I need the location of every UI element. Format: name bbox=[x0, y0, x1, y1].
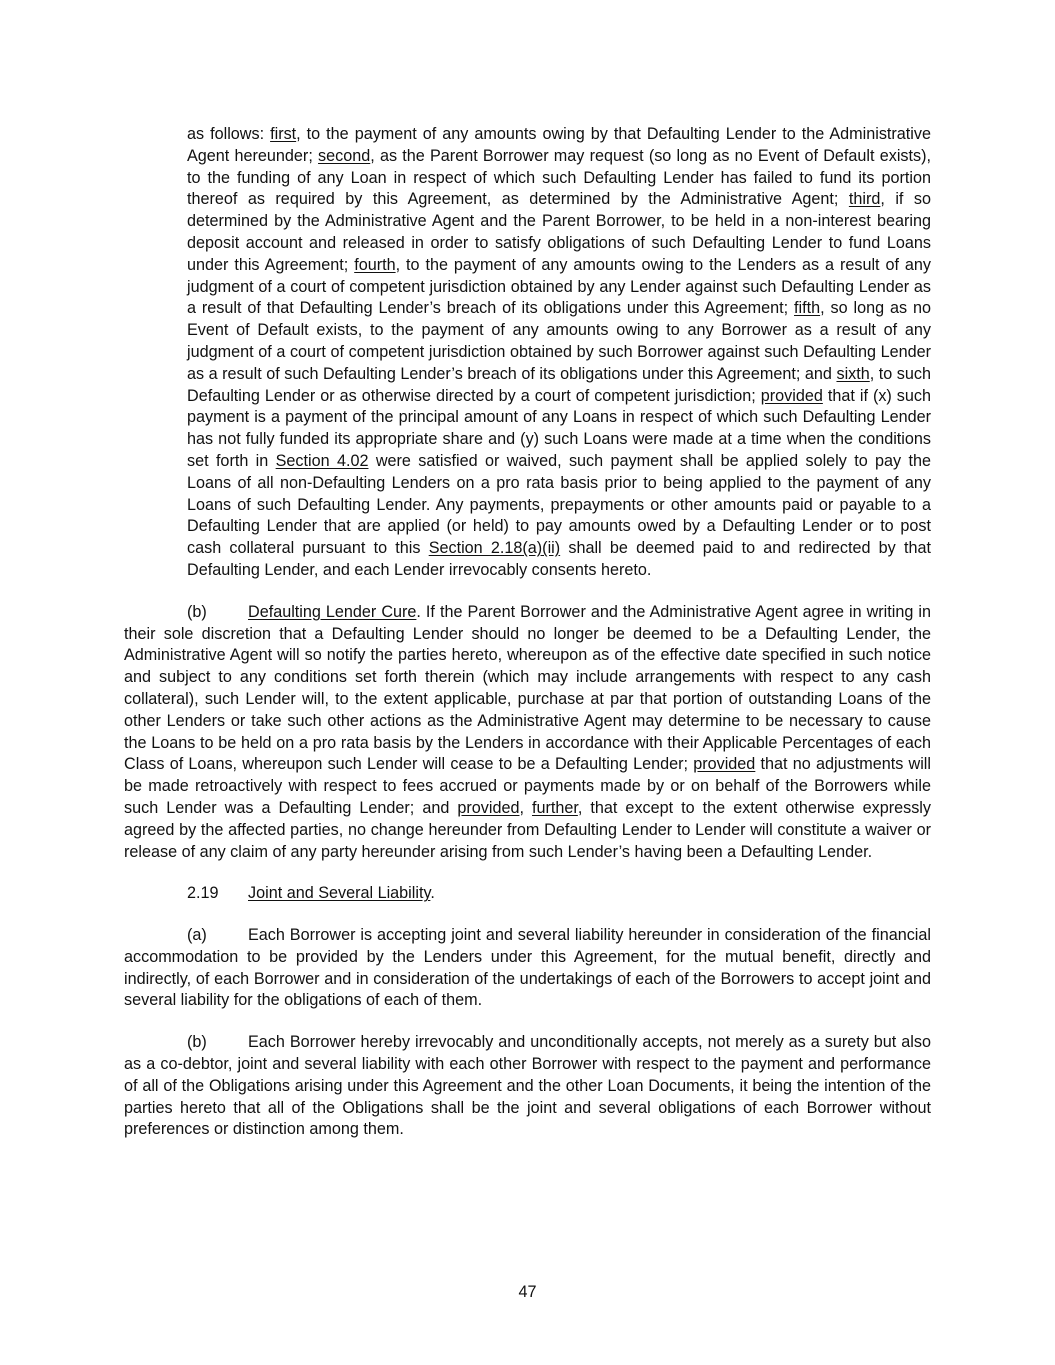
cross-reference-section-2-18-a-ii: Section 2.18(a)(ii) bbox=[428, 539, 561, 558]
paragraph-label: (a) bbox=[187, 926, 207, 945]
page-number: 47 bbox=[518, 1283, 537, 1301]
paragraph-text: , that except to the extent otherwise expressly agreed by the affected parties, no change hereunder from Defaulting Lender to Lender will constitute a waiver or release of any claim of any party hereunder arising from such Lender’s having been a Defaulting Lender. bbox=[124, 798, 932, 861]
cross-reference-section-4-02: Section 4.02 bbox=[275, 451, 369, 470]
paragraph-b bbox=[124, 1032, 931, 1141]
paragraph-text: that if (x) such payment is a payment of the principal amount of any Loans in respect of which such Defaulting Lender has not fully funded its appropriate share and (y) such Loans were made at a time when the conditions set forth in bbox=[187, 386, 932, 470]
term-provided: provided bbox=[457, 798, 520, 817]
term-fifth: fifth bbox=[794, 299, 821, 318]
paragraph-label: (b) bbox=[187, 602, 207, 621]
term-third: third bbox=[848, 190, 881, 209]
paragraph-text: . If the Parent Borrower and the Administrative Agent agree in writing in their sole discretion that a Defaulting Lender should no longer be deemed to be a Defaulting Lender, the Administrative Agent will so notify the parties hereto, whereupon as of the effective date specified in such notice and subject to any conditions set forth therein (which may include arrangements with respect to any cash collateral), such Lender will, to the extent applicable, purchase at par that portion of outstanding Loans of the other Lenders or take such other actions as the Administrative Agent may determine to be necessary to cause the Loans to be held on a pro rata basis by the Lenders in accordance with their Applicable Percentages of each Class of Loans, whereupon such Lender will cease to be a Defaulting Lender; bbox=[124, 602, 931, 774]
paragraph-text: as follows: bbox=[187, 125, 271, 143]
section-heading bbox=[124, 883, 931, 905]
section-number: 2.19 bbox=[187, 884, 219, 903]
paragraph-text: were satisfied or waived, such payment shall be applied solely to pay the Loans of all non-Defaulting Lenders on a pro rata basis prior to being applied to the payment of any Loans of such Defaulting Lender. Any payments, prepayments or other amounts paid or payable to a Defaulting Lender that are applied (or held) to pay amounts owed by a Defaulting Lender or to post cash collateral pursuant to this bbox=[187, 451, 931, 558]
continued-paragraph bbox=[187, 124, 931, 582]
document-body bbox=[124, 124, 931, 1141]
paragraph-text: shall be deemed paid to and redirected by that Defaulting Lender, and each Lender irrevocably consents hereto. bbox=[187, 539, 931, 579]
paragraph-text: , if so determined by the Administrative Agent and the Parent Borrower, to be held in a non-interest bearing deposit account and released in order to satisfy obligations of such Defaulting Lender to fund Loans under this Agreement; bbox=[187, 190, 931, 274]
term-second: second bbox=[318, 146, 371, 165]
defaulting-lender-cure-paragraph bbox=[124, 602, 931, 864]
term-further: further bbox=[532, 798, 578, 817]
paragraph-a bbox=[124, 925, 931, 1012]
term-provided: provided bbox=[693, 755, 756, 774]
paragraph-text: Each Borrower hereby irrevocably and unconditionally accepts, not merely as a surety but also as a co-debtor, joint and several liability with each other Borrower with respect to the payment and performance of all of the Obligations arising under this Agreement and the other Loan Documents, it being the intention of the parties hereto that all of the Obligations shall be the joint and several obligations of each Borrower without preferences or distinction among them. bbox=[124, 1033, 931, 1139]
paragraph-text: , to such Defaulting Lender or as otherwise directed by a court of competent jurisdiction; bbox=[187, 364, 931, 405]
term-first: first bbox=[270, 125, 297, 143]
section-title-period: . bbox=[430, 884, 435, 903]
paragraph-text: , to the payment of any amounts owing to the Lenders as a result of any judgment of a court of competent jurisdiction obtained by any Lender against such Defaulting Lender as a result of that Defaulting Lender’s breach of its obligations under this Agreement; bbox=[187, 255, 932, 318]
paragraph-text: , so long as no Event of Default exists, to the payment of any amounts owing to any Borrower as a result of any judgment of a court of competent jurisdiction obtained by such Borrower against such Defaulting Lender as a result of such Defaulting Lender’s breach of its obligations under this Agreement; and bbox=[187, 299, 931, 383]
paragraph-text: , as the Parent Borrower may request (so long as no Event of Default exists), to the funding of any Loan in respect of which such Defaulting Lender has failed to fund its portion thereof as required by this Agreement, as determined by the Administrative Agent; bbox=[187, 146, 931, 209]
term-sixth: sixth bbox=[836, 364, 870, 383]
section-title: Joint and Several Liability bbox=[248, 884, 431, 903]
paragraph-text: , to the payment of any amounts owing by that Defaulting Lender to the Administrative Agent hereunder; bbox=[187, 125, 931, 165]
paragraph-text: , bbox=[519, 798, 532, 817]
paragraph-text: that no adjustments will be made retroactively with respect to fees accrued or payments made by or on behalf of the Borrowers while such Lender was a Defaulting Lender; and bbox=[124, 755, 931, 817]
paragraph-title: Defaulting Lender Cure bbox=[248, 602, 417, 621]
term-fourth: fourth bbox=[354, 255, 396, 274]
paragraph-text: Each Borrower is accepting joint and several liability hereunder in consideration of the financial accommodation to be provided by the Lenders under this Agreement, for the mutual benefit, directly and indirectly, of each Borrower and in consideration of the undertakings of each of the Borrowers to accept joint and several liability for the obligations of each of them. bbox=[124, 926, 931, 1010]
paragraph-label: (b) bbox=[187, 1033, 207, 1052]
term-provided: provided bbox=[760, 386, 823, 405]
